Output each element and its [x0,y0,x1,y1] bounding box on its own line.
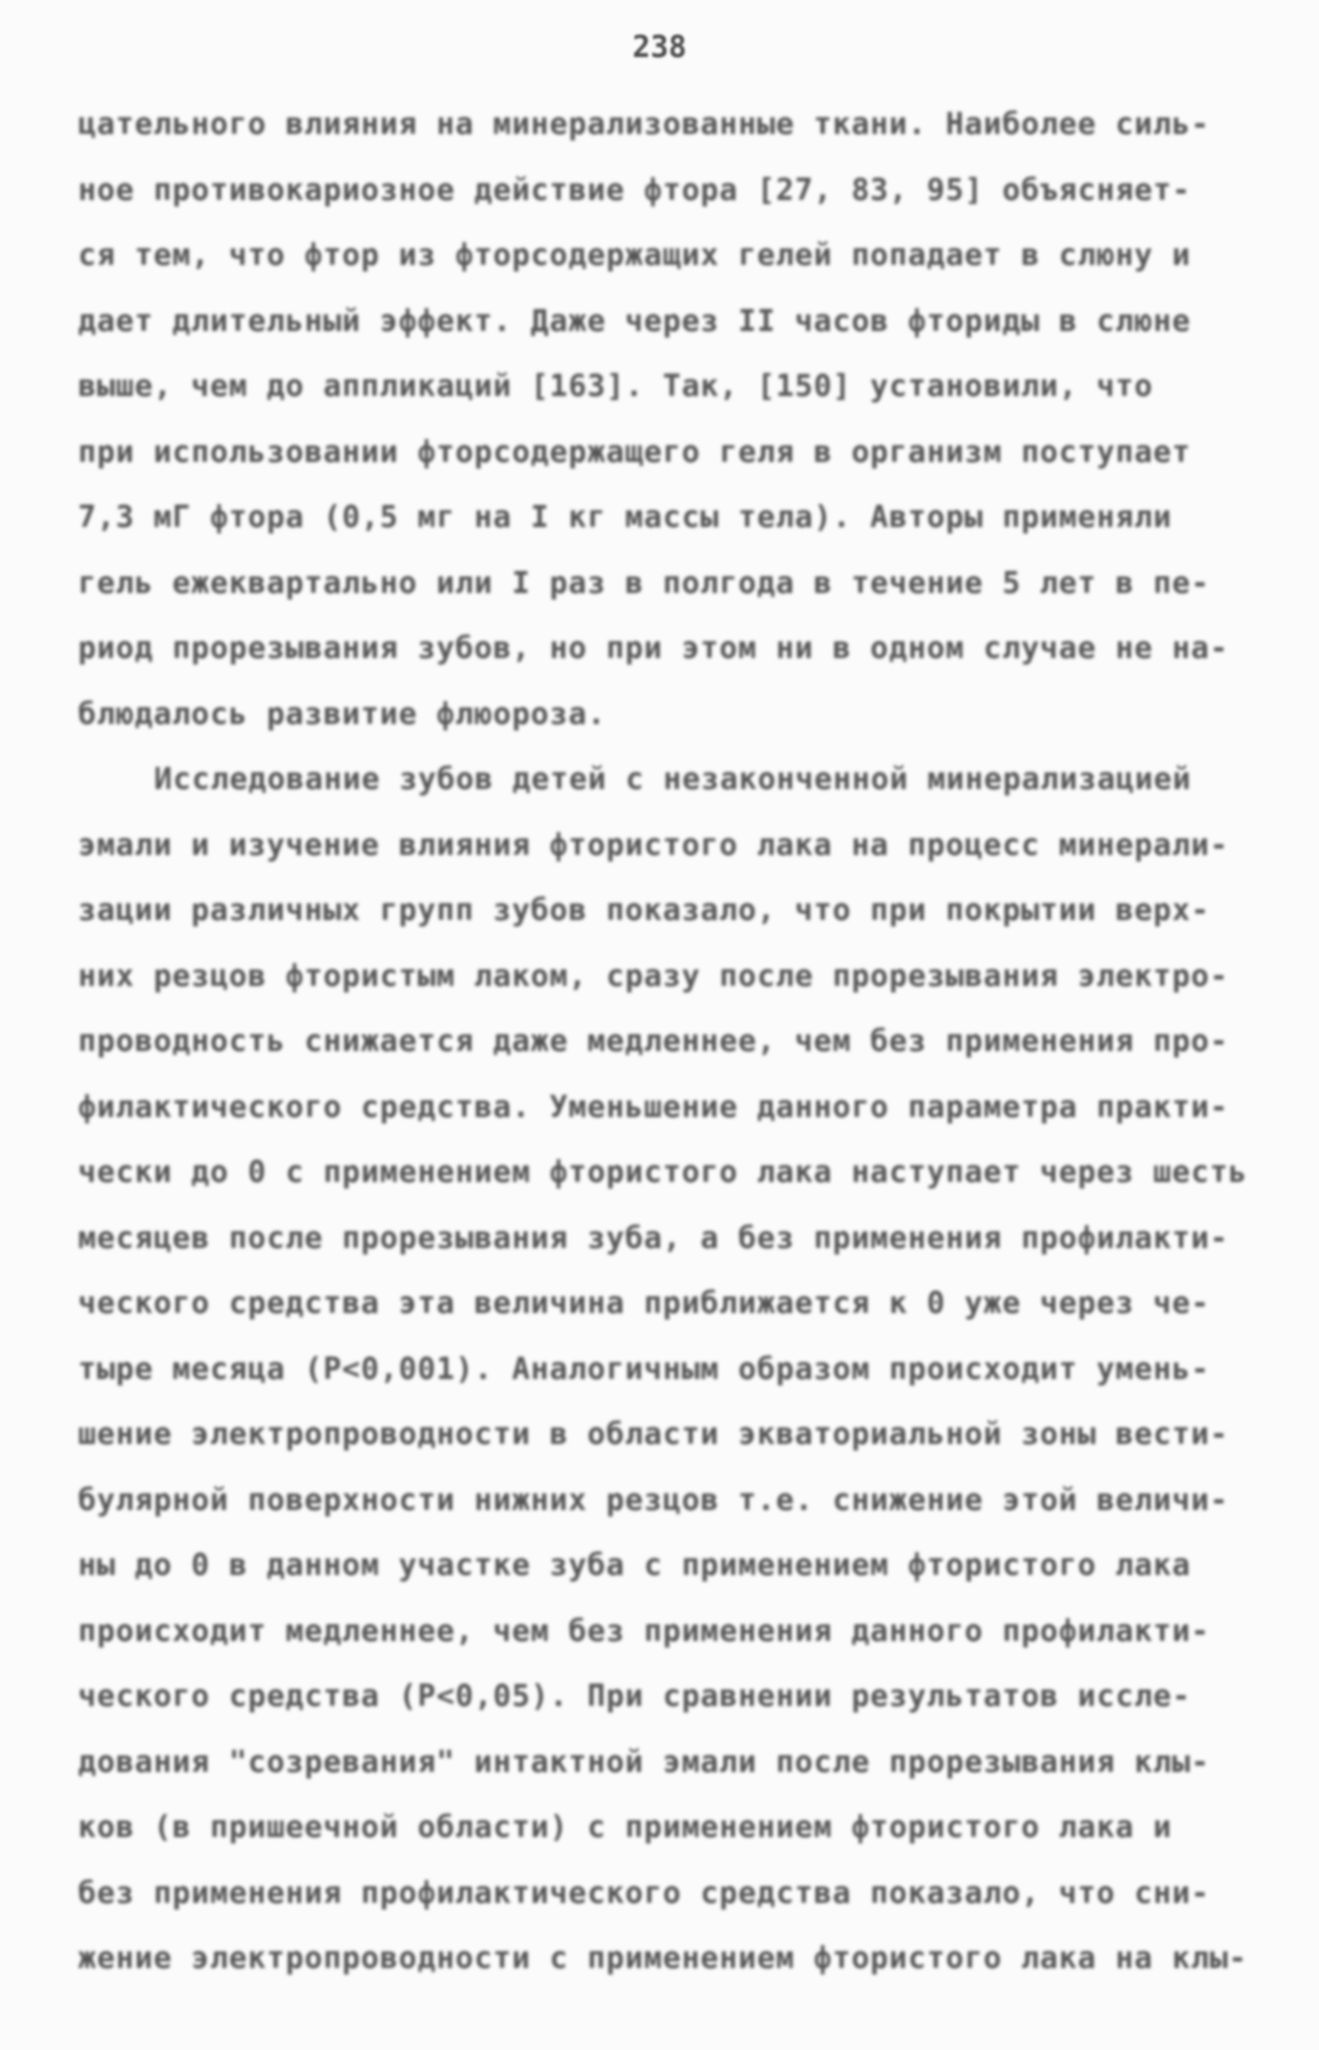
text-line: ческого средства (P<0,05). При сравнении результатов иссле- [78,1679,1191,1714]
text-line: жение электропроводности с применением фтористого лака на клы- [78,1941,1248,1976]
text-line: ное противокариозное действие фтора [27, 83, 95] объясняет- [78,172,1191,208]
text-line: них резцов фтористым лаком, сразу после прорезывания электро- [78,958,1229,994]
text-line: чески до 0 с применением фтористого лака наступает через шесть [78,1155,1248,1190]
text-line: Исследование зубов детей с незаконченной минерализацией [154,762,1192,797]
text-line: происходит медленнее, чем без применения данного профилакти- [78,1613,1210,1649]
text-line: ны до 0 в данном участке зуба с применением фтористого лака [78,1548,1191,1583]
text-line: месяцев после прорезывания зуба, а без применения профилакти- [78,1220,1229,1256]
text-line: дования "созревания" интактной эмали после прорезывания клы- [78,1744,1210,1780]
text-line: ся тем, что фтор из фторсодержащих гелей попадает в слюну и [78,238,1191,273]
text-line: риод прорезывания зубов, но при этом ни в одном случае не на- [78,631,1229,666]
text-line: цательного влияния на минерализованные ткани. Наиболее силь- [78,107,1210,142]
text-line: зации различных групп зубов показало, что при покрытии верх- [78,893,1210,928]
text-line: 7,3 мГ фтора (0,5 мг на I кг массы тела). Авторы применяли [78,500,1172,535]
text-line: ков (в пришеечной области) с применением фтористого лака и [78,1810,1172,1845]
text-line: булярной поверхности нижних резцов т.е. снижение этой величи- [78,1482,1229,1518]
text-line: выше, чем до аппликаций [163]. Так, [150] установили, что [78,369,1154,404]
text-line: тыре месяца (P<0,001). Аналогичным образом происходит умень- [78,1351,1210,1387]
text-line: шение электропроводности в области экваториальной зоны вести- [78,1417,1229,1452]
text-line: эмали и изучение влияния фтористого лака на процесс минерали- [78,827,1229,863]
text-line: ческого средства эта величина приближается к 0 уже через че- [78,1286,1210,1321]
text-line: дает длительный эффект. Даже через II часов фториды в слюне [78,303,1191,339]
text-line: при использовании фторсодержащего геля в организм поступает [78,434,1191,470]
text-line: филактического средства. Уменьшение данного параметра практи- [78,1089,1229,1125]
text-line: проводность снижается даже медленнее, чем без применения про- [78,1024,1229,1059]
text-line: без применения профилактического средства показало, что сни- [78,1875,1210,1911]
text-line: гель ежеквартально или I раз в полгода в течение 5 лет в пе- [78,565,1210,601]
text-line: блюдалось развитие флюороза. [78,696,607,732]
page-number: 238 [632,30,687,65]
body-text [78,92,1248,1992]
